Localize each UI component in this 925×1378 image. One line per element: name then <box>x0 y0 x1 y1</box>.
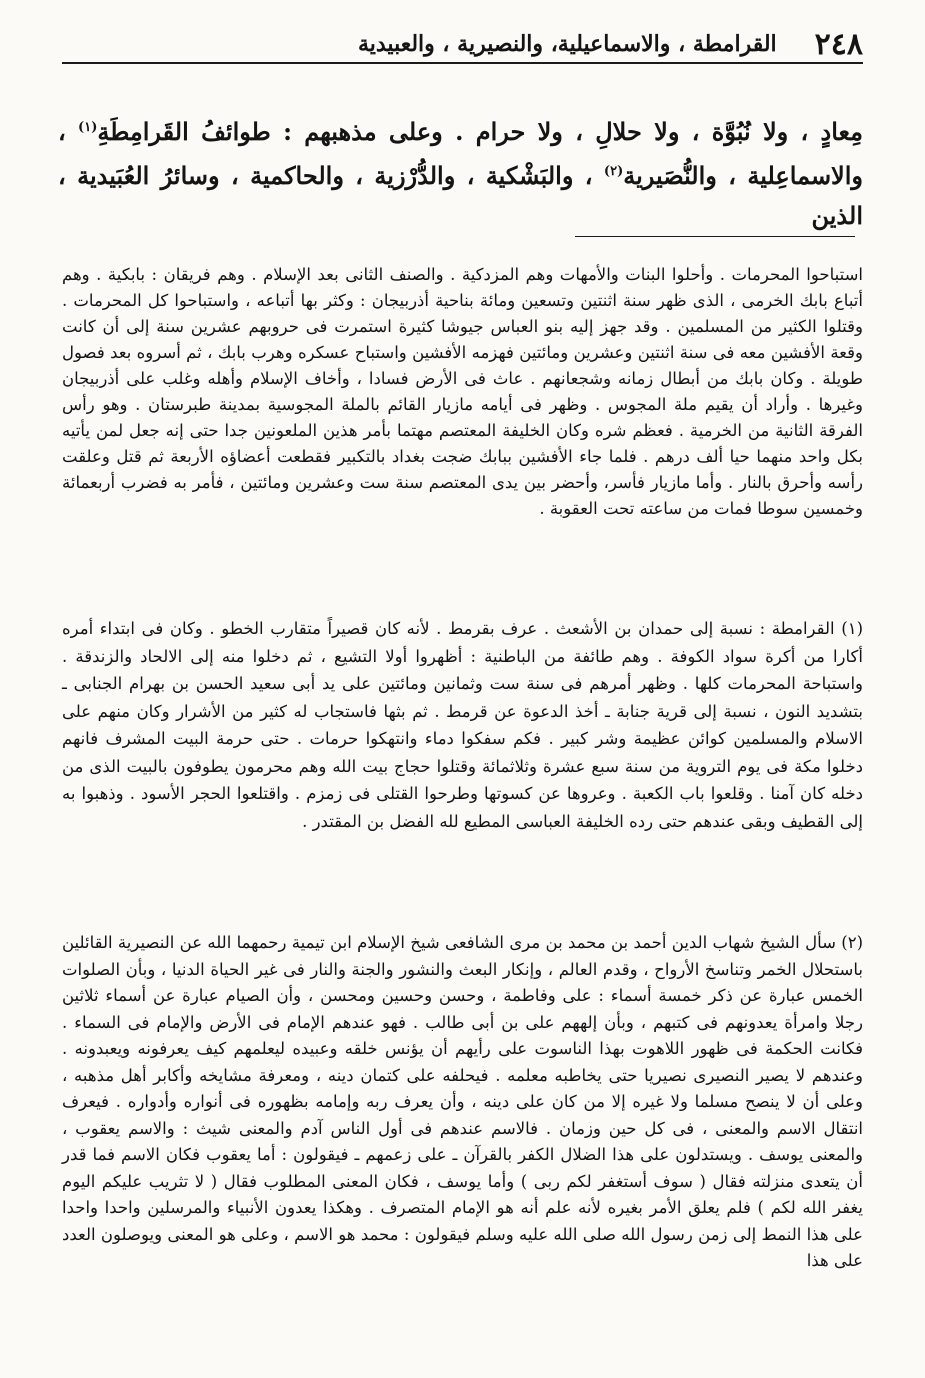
running-header <box>62 26 863 64</box>
main-text-part-2: ، والاسماعِلية ، والنُّصَيرية <box>58 117 863 190</box>
footnote-2-label: (٢) <box>841 933 863 952</box>
footnote-1 <box>62 615 863 835</box>
page-number: ٢٤٨ <box>814 26 863 62</box>
main-text-part-1: مِعادٍ ، ولا نُبُوَّة ، ولا حلالِ ، ولا حرام . وعلى مذهبهم : طوائفُ القَرامِطَةِ <box>97 117 863 146</box>
footnote-ref-2[interactable]: (٢) <box>603 164 624 179</box>
main-text <box>58 108 863 236</box>
footnote-1-text: القرامطة : نسبة إلى حمدان بن الأشعث . عرف بقرمط . لأنه كان قصيراً متقارب الخطو . وكان فى ابتداء أمره أكارا من أكرة سواد الكوفة . وهم طائفة من الباطنية : أظهروا أولا التشيع ، ثم دخلوا منه إلى الالحاد والزندقة . واستباحة المحرمات كلها . وظهر أمرهم فى سنة ست وثمانين ومائتين على يد أبى سعيد الحسن بن بهرام الجنابى ـ بتشديد النون ، نسبة إلى قرية جنابة ـ أخذ الدعوة عن قرمط . ثم بثها فاستجاب له كثير من الأشرار وكان منهم على الاسلام والمسلمين كوائن عظيمة وشر كبير . فكم سفكوا دماء وانتهكوا حرمات . حتى حرمة البيت المشرف فانهم دخلوا مكة فى يوم التروية من سنة سبع عشرة وثلاثمائة وقتلوا حجاج بيت الله وهم محرمون يطوفون بالبيت الذى من دخله كان آمنا . وقلعوا باب الكعبة . وعروها عن كسوتها وطرحوا القتلى فى زمزم . واقتلعوا الحجر الأسود . وذهبوا به إلى القطيف وبقى عندهم حتى رده الخليفة العباسى المطيع لله الفضل بن المقتدر . <box>62 619 863 831</box>
footnote-2-text: سأل الشيخ شهاب الدين أحمد بن محمد بن مرى الشافعى شيخ الإسلام ابن تيمية رحمهما الله عن النصيرية القائلين باستحلال الخمر وتناسخ الأرواح ، وقدم العالم ، وإنكار البعث والنشور والجنة والنار فى غير الحياة الدنيا ، وبأن الصلوات الخمس عبارة عن ذكر خمسة أسماء : على وفاطمة ، وحسن وحسين ومحسن ، وأن الصيام عبارة عن أسماء ثلاثين رجلا وامرأة يعدونهم فى كتبهم ، وبأن إلههم على بن أبى طالب . فهو عندهم الإمام فى الأرض والإمام فى السماء . فكانت الحكمة فى ظهور اللاهوت بهذا الناسوت على رأيهم أن يؤنس خلقه وعبيده ليعلمهم كيف يعرفونه ويعبدونه . وعندهم لا يصير النصيرى نصيريا حتى يخاطبه معلمه . فيحلفه على كتمان دينه ، ومعرفة مشايخه وأكابر أهل مذهبه ، وعلى أن لا ينصح مسلما ولا غيره إلا من كان على دينه ، وأن يعرف ربه وإمامه بظهوره فى أنواره وأدواره . فيعرف انتقال الاسم والمعنى ، فى كل حين وزمان . فالاسم عندهم فى أول الناس آدم والمعنى شيث : والاسم يعقوب ، والمعنى يوسف . ويستدلون على هذا الضلال الكفر بالقرآن ـ على زعمهم ـ فيقولون : أما يعقوب فكان الاسم فما قدر أن يتعدى منزلته فقال ( سوف أستغفر لكم ربى ) وأما يوسف ، فكان المعنى المطلوب فقال ( لا تثريب عليكم اليوم يغفر الله لكم ) فلم يعلق الأمر بغيره لأنه علم أنه هو الإمام المتصرف . وهكذا يعدون الأنبياء والمرسلين واحدا واحدا على هذا النمط إلى زمن رسول الله صلى الله عليه وسلم فيقولون : محمد هو الاسم ، وعلى هو المعنى ويوصلون العدد على هذا <box>62 933 863 1270</box>
running-title: القرامطة ، والاسماعيلية، والنصيرية ، والعبيدية <box>357 31 777 57</box>
footnote-1-label: (١) <box>841 619 863 638</box>
footnote-continued: استباحوا المحرمات . وأحلوا البنات والأمهات وهم المزدكية . والصنف الثانى بعد الإسلام . وهم فريقان : بابكية . وهم أتباع بابك الخرمى ، الذى ظهر سنة اثنتين وتسعين ومائة بناحية أذربيجان : وكثر بها أتباعه ، واستباحوا كل المحرمات . وقتلوا الكثير من المسلمين . وقد جهز إليه بنو العباس جيوشا كثيرة استمرت فى حروبهم عشرين سنة إلى أن كانت وقعة الأفشين معه فى سنة اثنتين وعشرين ومائتين فهزمه الأفشين واستباح عسكره وهرب بابك ، ثم أسروه بعد فصول طويلة . وكان بابك من أبطال زمانه وشجعانهم . عاث فى الأرض فسادا ، وأخاف الإسلام وأهله وغلب على أذربيجان وغيرها . وأراد أن يقيم ملة المجوس . وظهر فى أيامه مازيار القائم بالملة المجوسية بمدينة طبرستان . وهو رأس الفرقة الثانية من الخرمية . فعظم شره وكان الخليفة المعتصم مهتما بأمر هذين الملعونين جدا حتى إنه جعل لمن يأتيه بكل واحد منهما حيا ألف درهم . فلما جاء الأفشين ببابك ضجت بغداد بالتكبير فقطعت أعضاؤه الأربعة ثم قتل وعلقت رأسه وأحرق بالنار . وأما مازيار فأسر، وأحضر بين يدى المعتصم سنة ست وعشرين ومائتين ، فأمر به فضرب أربعمائة وخمسين سوطا فمات من ساعته تحت العقوبة . <box>62 265 863 518</box>
footnote-ref-1[interactable]: (١) <box>78 120 98 135</box>
main-text-part-3: ، والبَشْكية ، والدُّرْزية ، والحاكمية ، وسائرُ العُبَيدية ، الذين <box>58 161 863 230</box>
footnote-separator <box>575 236 855 237</box>
footnote-2 <box>62 930 863 1275</box>
